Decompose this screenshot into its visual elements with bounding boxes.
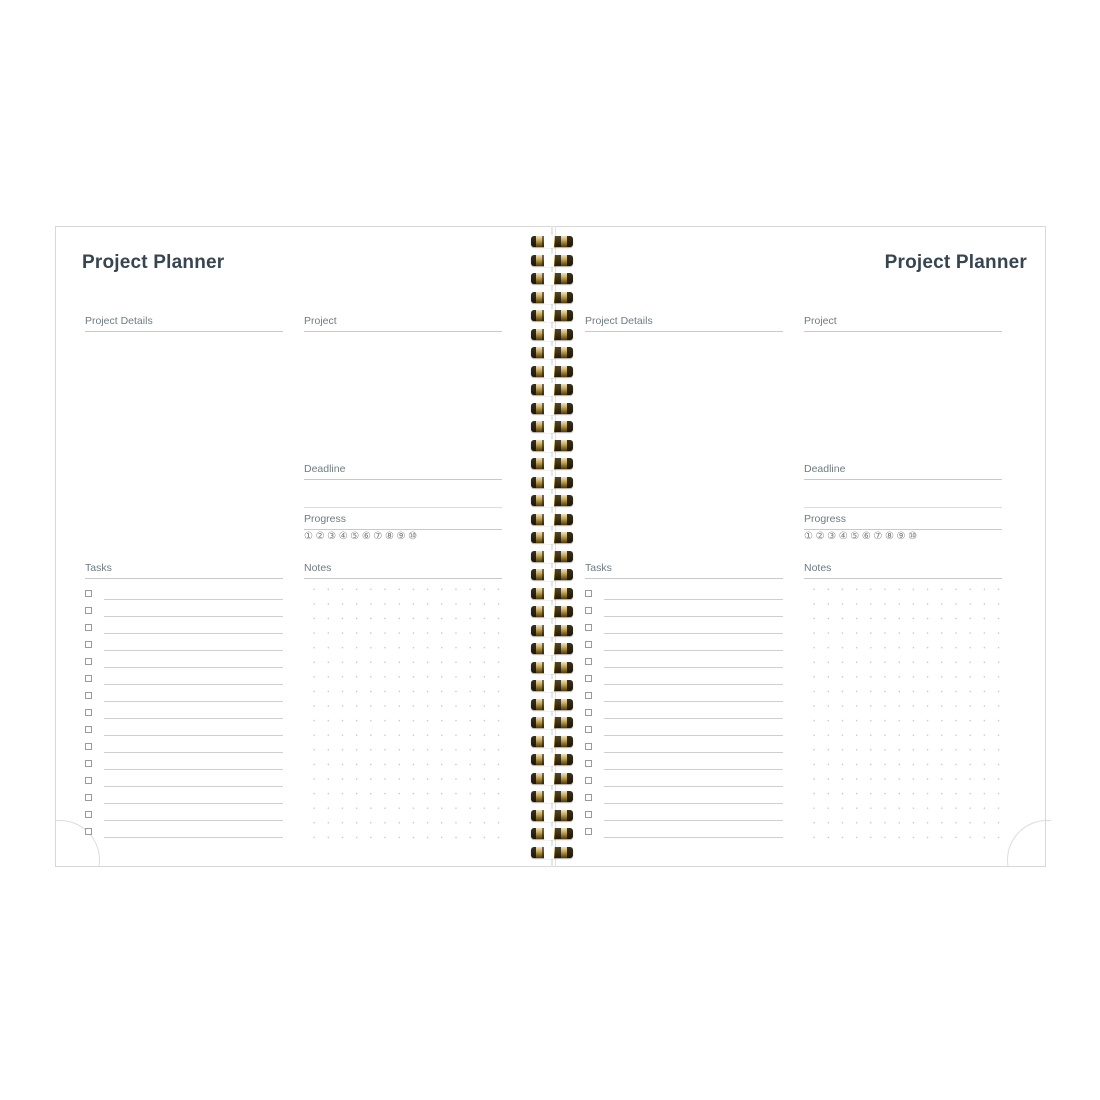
task-row[interactable] <box>585 826 783 843</box>
task-write-line[interactable] <box>604 633 783 634</box>
task-row[interactable] <box>85 809 283 826</box>
progress-label: Progress <box>804 513 847 525</box>
progress-step-6[interactable]: ⑥ <box>361 531 372 542</box>
checkbox-icon[interactable] <box>585 709 592 716</box>
spiral-coil <box>531 847 573 858</box>
task-row[interactable] <box>585 809 783 826</box>
progress-step-5[interactable]: ⑤ <box>350 531 360 542</box>
spiral-coil <box>531 403 573 414</box>
task-row[interactable] <box>85 792 283 809</box>
spiral-coil <box>531 495 573 506</box>
checkbox-icon[interactable] <box>585 726 592 733</box>
spiral-coil <box>531 717 573 728</box>
spiral-coil <box>531 643 573 654</box>
right-page <box>555 227 1051 866</box>
task-write-line[interactable] <box>604 735 783 736</box>
checkbox-icon[interactable] <box>85 658 92 665</box>
task-row[interactable] <box>585 741 783 758</box>
spiral-coil <box>531 588 573 599</box>
checkbox-icon[interactable] <box>585 794 592 801</box>
progress-step-10[interactable]: ⑩ <box>908 531 918 542</box>
task-write-line[interactable] <box>604 701 783 702</box>
task-write-line[interactable] <box>104 803 283 804</box>
notes-label: Notes <box>304 562 332 574</box>
deadline-rule-2 <box>304 507 502 508</box>
spiral-coil <box>531 662 573 673</box>
deadline-rule-2 <box>804 507 1002 508</box>
task-row[interactable] <box>85 758 283 775</box>
spiral-coil <box>531 347 573 358</box>
page-title: Project Planner <box>884 252 1027 273</box>
task-row[interactable] <box>585 690 783 707</box>
progress-step-8[interactable]: ⑧ <box>884 531 895 542</box>
task-row[interactable] <box>85 724 283 741</box>
progress-step-8[interactable]: ⑧ <box>384 531 395 542</box>
task-write-line[interactable] <box>104 837 283 838</box>
project-rule <box>304 331 502 332</box>
progress-step-1[interactable]: ① <box>804 531 814 542</box>
progress-scale[interactable] <box>804 531 917 542</box>
progress-step-3[interactable]: ③ <box>327 531 337 542</box>
task-row[interactable] <box>85 826 283 843</box>
spiral-coil <box>531 699 573 710</box>
task-write-line[interactable] <box>604 820 783 821</box>
spiral-coil <box>531 736 573 747</box>
checkbox-icon[interactable] <box>85 811 92 818</box>
spiral-coil <box>531 255 573 266</box>
task-row[interactable] <box>585 605 783 622</box>
spiral-coil <box>531 569 573 580</box>
progress-step-2[interactable]: ② <box>815 531 825 542</box>
spiral-coil <box>531 810 573 821</box>
task-write-line[interactable] <box>104 701 283 702</box>
task-row[interactable] <box>585 775 783 792</box>
task-write-line[interactable] <box>604 616 783 617</box>
spiral-coil <box>531 384 573 395</box>
project-details-field[interactable] <box>585 333 783 553</box>
spiral-coil <box>531 310 573 321</box>
spiral-coil <box>531 773 573 784</box>
checkbox-icon[interactable] <box>585 675 592 682</box>
tasks-rule <box>585 578 783 579</box>
spiral-coil <box>531 273 573 284</box>
task-write-line[interactable] <box>604 786 783 787</box>
progress-step-6[interactable]: ⑥ <box>861 531 872 542</box>
deadline-label: Deadline <box>804 463 846 475</box>
spiral-coil <box>531 236 573 247</box>
task-write-line[interactable] <box>104 718 283 719</box>
task-row[interactable] <box>585 588 783 605</box>
spiral-coil <box>531 680 573 691</box>
notes-dot-grid[interactable] <box>804 579 1002 841</box>
notes-label: Notes <box>804 562 832 574</box>
page-corner-decoration <box>1007 820 1051 866</box>
progress-step-9[interactable]: ⑨ <box>396 531 406 542</box>
checkbox-icon[interactable] <box>85 709 92 716</box>
task-row[interactable] <box>585 724 783 741</box>
spiral-coil <box>531 458 573 469</box>
checkbox-icon[interactable] <box>85 726 92 733</box>
spiral-coil <box>531 514 573 525</box>
task-write-line[interactable] <box>604 650 783 651</box>
checkbox-icon[interactable] <box>585 641 592 648</box>
task-write-line[interactable] <box>104 786 283 787</box>
task-write-line[interactable] <box>104 820 283 821</box>
checkbox-icon[interactable] <box>585 777 592 784</box>
spiral-coil <box>531 551 573 562</box>
spiral-coil <box>531 754 573 765</box>
checkbox-icon[interactable] <box>585 692 592 699</box>
checkbox-icon[interactable] <box>85 607 92 614</box>
task-row[interactable] <box>85 707 283 724</box>
task-write-line[interactable] <box>604 667 783 668</box>
checkbox-icon[interactable] <box>585 607 592 614</box>
deadline-rule <box>304 479 502 480</box>
checkbox-icon[interactable] <box>585 624 592 631</box>
spiral-coil <box>531 625 573 636</box>
spiral-coil <box>531 329 573 340</box>
task-write-line[interactable] <box>104 633 283 634</box>
progress-step-3[interactable]: ③ <box>827 531 837 542</box>
spiral-coil <box>531 440 573 451</box>
checkbox-icon[interactable] <box>585 828 592 835</box>
task-row[interactable] <box>85 588 283 605</box>
checkbox-icon[interactable] <box>85 590 92 597</box>
left-page <box>56 227 552 866</box>
task-write-line[interactable] <box>604 837 783 838</box>
task-row[interactable] <box>85 775 283 792</box>
spiral-coil <box>531 606 573 617</box>
spiral-binding <box>531 236 573 858</box>
checkbox-icon[interactable] <box>85 828 92 835</box>
progress-step-9[interactable]: ⑨ <box>896 531 906 542</box>
progress-step-4[interactable]: ④ <box>338 531 349 542</box>
task-write-line[interactable] <box>604 718 783 719</box>
task-write-line[interactable] <box>104 684 283 685</box>
project-details-label: Project Details <box>585 315 653 327</box>
progress-step-2[interactable]: ② <box>315 531 325 542</box>
tasks-rule <box>85 578 283 579</box>
task-write-line[interactable] <box>104 752 283 753</box>
task-write-line[interactable] <box>604 599 783 600</box>
progress-label: Progress <box>304 513 347 525</box>
task-write-line[interactable] <box>104 599 283 600</box>
task-row[interactable] <box>85 656 283 673</box>
progress-step-7[interactable]: ⑦ <box>373 531 383 542</box>
task-write-line[interactable] <box>604 752 783 753</box>
task-row[interactable] <box>585 673 783 690</box>
task-write-line[interactable] <box>604 803 783 804</box>
task-write-line[interactable] <box>104 650 283 651</box>
task-row[interactable] <box>585 707 783 724</box>
task-row[interactable] <box>585 639 783 656</box>
task-row[interactable] <box>85 741 283 758</box>
progress-step-5[interactable]: ⑤ <box>850 531 860 542</box>
task-row[interactable] <box>585 792 783 809</box>
checkbox-icon[interactable] <box>585 811 592 818</box>
checkbox-icon[interactable] <box>85 641 92 648</box>
task-row[interactable] <box>85 605 283 622</box>
task-row[interactable] <box>585 656 783 673</box>
project-label: Project <box>304 315 337 327</box>
project-rule <box>804 331 1002 332</box>
project-field[interactable] <box>304 333 502 461</box>
page-title: Project Planner <box>82 252 225 273</box>
project-label: Project <box>804 315 837 327</box>
spiral-coil <box>531 828 573 839</box>
project-field[interactable] <box>804 333 1002 461</box>
checkbox-icon[interactable] <box>85 743 92 750</box>
checkbox-icon[interactable] <box>85 777 92 784</box>
task-row[interactable] <box>85 622 283 639</box>
deadline-field[interactable] <box>304 481 502 507</box>
spiral-coil <box>531 532 573 543</box>
tasks-label: Tasks <box>85 562 112 574</box>
project-details-rule <box>85 331 283 332</box>
task-row[interactable] <box>85 639 283 656</box>
deadline-rule <box>804 479 1002 480</box>
checkbox-icon[interactable] <box>85 675 92 682</box>
progress-step-4[interactable]: ④ <box>838 531 849 542</box>
checkbox-icon[interactable] <box>85 624 92 631</box>
spiral-coil <box>531 477 573 488</box>
project-details-rule <box>585 331 783 332</box>
task-write-line[interactable] <box>604 769 783 770</box>
task-row[interactable] <box>85 673 283 690</box>
task-write-line[interactable] <box>104 769 283 770</box>
checkbox-icon[interactable] <box>85 692 92 699</box>
progress-rule <box>304 529 502 530</box>
checkbox-icon[interactable] <box>85 794 92 801</box>
notes-dot-grid[interactable] <box>304 579 502 841</box>
project-details-field[interactable] <box>85 333 283 553</box>
checkbox-icon[interactable] <box>585 743 592 750</box>
task-write-line[interactable] <box>104 735 283 736</box>
progress-step-10[interactable]: ⑩ <box>408 531 418 542</box>
spiral-coil <box>531 791 573 802</box>
progress-rule <box>804 529 1002 530</box>
spiral-coil <box>531 421 573 432</box>
progress-step-7[interactable]: ⑦ <box>873 531 883 542</box>
progress-step-1[interactable]: ① <box>304 531 314 542</box>
checkbox-icon[interactable] <box>585 658 592 665</box>
checkbox-icon[interactable] <box>85 760 92 767</box>
project-details-label: Project Details <box>85 315 153 327</box>
task-row[interactable] <box>585 758 783 775</box>
task-write-line[interactable] <box>104 667 283 668</box>
spiral-coil <box>531 292 573 303</box>
progress-scale[interactable] <box>304 531 417 542</box>
task-row[interactable] <box>85 690 283 707</box>
task-write-line[interactable] <box>104 616 283 617</box>
tasks-label: Tasks <box>585 562 612 574</box>
checkbox-icon[interactable] <box>585 760 592 767</box>
spiral-coil <box>531 366 573 377</box>
checkbox-icon[interactable] <box>585 590 592 597</box>
deadline-field[interactable] <box>804 481 1002 507</box>
deadline-label: Deadline <box>304 463 346 475</box>
task-write-line[interactable] <box>604 684 783 685</box>
task-row[interactable] <box>585 622 783 639</box>
